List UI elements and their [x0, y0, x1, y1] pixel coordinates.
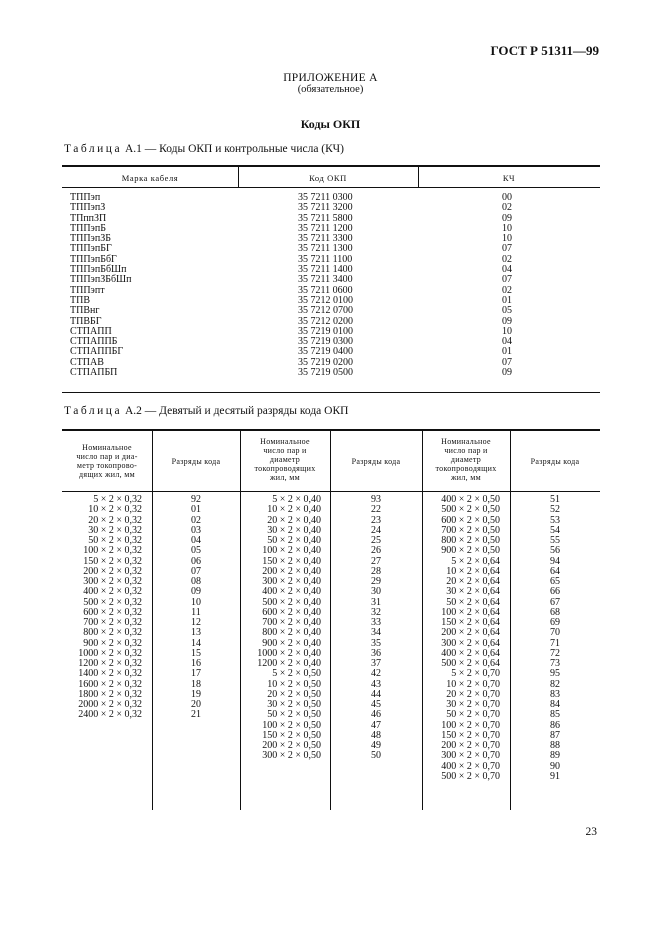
- code-cell: 28: [371, 565, 381, 577]
- size-cell: 20 × 2 × 0,64: [446, 576, 500, 587]
- code-cell: 30: [371, 586, 381, 598]
- size-cell: 150 × 2 × 0,70: [441, 729, 500, 741]
- kch-cell: 01: [502, 294, 512, 306]
- cable-brand-cell: СТПАППБ: [70, 336, 118, 348]
- table1-col-brand: [70, 193, 131, 378]
- table2-header-size-3: [422, 437, 510, 482]
- code-cell: 03: [191, 524, 201, 536]
- table2-caption: [64, 405, 348, 417]
- code-cell: 18: [191, 678, 201, 690]
- page-number: 23: [585, 826, 597, 838]
- code-cell: 70: [550, 627, 560, 639]
- table1-header-kch: КЧ: [502, 173, 516, 183]
- code-cell: 09: [191, 586, 201, 598]
- okp-code-cell: 35 7211 1100: [298, 253, 353, 265]
- size-cell: 100 × 2 × 0,64: [441, 606, 500, 618]
- size-cell: 30 × 2 × 0,40: [267, 524, 321, 536]
- size-cell: 150 × 2 × 0,50: [262, 729, 321, 741]
- okp-code-cell: 35 7219 0200: [298, 356, 353, 368]
- code-cell: 23: [371, 514, 381, 526]
- size-cell: 200 × 2 × 0,64: [441, 627, 500, 639]
- code-cell: 64: [550, 565, 560, 577]
- header-line: метр токопрово-: [76, 461, 138, 470]
- size-cell: 500 × 2 × 0,40: [262, 596, 321, 608]
- size-cell: 700 × 2 × 0,50: [441, 524, 500, 536]
- cable-brand-cell: ТППэпБбШп: [70, 264, 127, 276]
- section-title: Коды ОКП: [300, 117, 361, 131]
- code-cell: 05: [191, 545, 201, 557]
- table2-group2-sizes: [240, 495, 321, 762]
- kch-cell: 04: [502, 336, 512, 348]
- code-cell: 07: [191, 565, 201, 577]
- code-cell: 37: [371, 658, 381, 669]
- code-cell: 44: [371, 688, 381, 700]
- table2-group3-codes: [510, 495, 600, 782]
- header-line: дящих жил, мм: [78, 470, 136, 479]
- size-cell: 20 × 2 × 0,50: [267, 688, 321, 700]
- code-cell: 01: [191, 504, 201, 516]
- code-cell: 04: [191, 535, 201, 546]
- code-cell: 84: [550, 699, 560, 710]
- size-cell: 800 × 2 × 0,32: [83, 627, 142, 639]
- size-cell: 50 × 2 × 0,50: [267, 709, 321, 721]
- size-cell: 1000 × 2 × 0,40: [257, 647, 321, 659]
- size-cell: 10 × 2 × 0,70: [446, 678, 500, 690]
- appendix-note: (обязательное): [297, 84, 364, 95]
- kch-cell: 10: [502, 325, 512, 337]
- code-cell: 73: [550, 658, 560, 669]
- size-cell: 20 × 2 × 0,70: [446, 688, 500, 700]
- table2-header-size-2: [240, 437, 330, 482]
- code-cell: 56: [550, 545, 560, 557]
- code-cell: 29: [371, 576, 381, 587]
- table2-header-code-3: Разряды кода: [530, 457, 580, 466]
- code-cell: 34: [371, 627, 381, 639]
- cable-brand-cell: СТПАПБП: [70, 367, 118, 379]
- code-cell: 52: [550, 504, 560, 516]
- cable-brand-cell: СТПАППБГ: [70, 346, 124, 358]
- code-cell: 42: [371, 668, 381, 680]
- okp-code-cell: 35 7219 0100: [298, 325, 353, 337]
- code-cell: 47: [371, 719, 381, 731]
- code-cell: 24: [371, 524, 381, 536]
- code-cell: 67: [550, 596, 560, 608]
- cable-brand-cell: СТПАВ: [70, 356, 104, 368]
- table2-group2-codes: [330, 495, 422, 762]
- size-cell: 400 × 2 × 0,70: [441, 760, 500, 772]
- table2-group3-sizes: [422, 495, 500, 782]
- kch-cell: 00: [502, 192, 512, 203]
- header-line: диаметр: [269, 455, 301, 464]
- okp-code-cell: 35 7211 3400: [298, 274, 353, 286]
- size-cell: 400 × 2 × 0,32: [83, 586, 142, 598]
- header-line: число пар и: [263, 446, 307, 455]
- size-cell: 150 × 2 × 0,64: [441, 617, 500, 628]
- code-cell: 35: [371, 637, 381, 649]
- appendix-title: ПРИЛОЖЕНИЕ А: [283, 72, 378, 84]
- size-cell: 200 × 2 × 0,40: [262, 565, 321, 577]
- size-cell: 30 × 2 × 0,50: [267, 699, 321, 710]
- okp-code-cell: 35 7212 0200: [298, 315, 353, 327]
- size-cell: 200 × 2 × 0,32: [83, 565, 142, 577]
- size-cell: 1800 × 2 × 0,32: [78, 688, 142, 700]
- size-cell: 20 × 2 × 0,40: [267, 514, 321, 526]
- size-cell: 50 × 2 × 0,32: [88, 535, 142, 546]
- size-cell: 50 × 2 × 0,64: [446, 596, 500, 608]
- code-cell: 82: [550, 678, 560, 690]
- size-cell: 100 × 2 × 0,40: [262, 545, 321, 557]
- code-cell: 15: [191, 647, 201, 659]
- code-cell: 91: [550, 770, 560, 782]
- okp-code-cell: 35 7211 3300: [298, 233, 353, 245]
- okp-code-cell: 35 7212 0100: [298, 294, 353, 306]
- size-cell: 200 × 2 × 0,70: [441, 740, 500, 751]
- code-cell: 13: [191, 627, 201, 639]
- table2-caption-text: А.2 — Девятый и десятый разряды кода ОКП: [124, 405, 349, 417]
- size-cell: 400 × 2 × 0,40: [262, 586, 321, 598]
- kch-cell: 09: [502, 367, 512, 379]
- cable-brand-cell: ТПппЗП: [70, 212, 107, 224]
- size-cell: 800 × 2 × 0,50: [441, 535, 500, 546]
- okp-code-cell: 35 7219 0300: [298, 336, 353, 348]
- cable-brand-cell: ТППэпЗ: [70, 202, 106, 214]
- code-cell: 50: [371, 750, 381, 762]
- size-cell: 800 × 2 × 0,40: [262, 627, 321, 639]
- okp-code-cell: 35 7211 3200: [298, 202, 353, 214]
- code-cell: 32: [371, 606, 381, 618]
- code-cell: 46: [371, 709, 381, 721]
- table2-header-code-2: Разряды кода: [351, 457, 401, 466]
- code-cell: 54: [550, 524, 560, 536]
- code-cell: 08: [191, 576, 201, 587]
- header-line: диаметр: [450, 455, 482, 464]
- kch-cell: 10: [502, 233, 512, 245]
- kch-cell: 07: [502, 274, 512, 286]
- header-line: жил, мм: [450, 473, 482, 482]
- header-line: токопроводящих: [435, 464, 497, 473]
- size-cell: 30 × 2 × 0,64: [446, 586, 500, 598]
- code-cell: 14: [191, 637, 201, 649]
- header-line: Номинальное: [82, 443, 132, 452]
- code-cell: 11: [191, 606, 201, 618]
- size-cell: 5 × 2 × 0,32: [93, 494, 142, 505]
- cable-brand-cell: ТППэпЗБ: [70, 233, 111, 245]
- code-cell: 88: [550, 740, 560, 751]
- size-cell: 900 × 2 × 0,40: [262, 637, 321, 649]
- cable-brand-cell: ТПВ: [70, 294, 90, 306]
- table2-caption-prefix: Таблица: [64, 405, 123, 417]
- size-cell: 2400 × 2 × 0,32: [78, 709, 142, 721]
- size-cell: 900 × 2 × 0,50: [441, 545, 500, 557]
- code-cell: 66: [550, 586, 560, 598]
- kch-cell: 02: [502, 202, 512, 214]
- code-cell: 53: [550, 514, 560, 526]
- okp-code-cell: 35 7211 1400: [298, 264, 353, 276]
- size-cell: 1200 × 2 × 0,40: [257, 658, 321, 669]
- code-cell: 90: [550, 760, 560, 772]
- table-a2: [62, 429, 600, 810]
- cable-brand-cell: ТППэпБбГ: [70, 253, 117, 265]
- header-line: число пар и: [444, 446, 488, 455]
- table1-caption-prefix: Таблица: [64, 143, 123, 155]
- code-cell: 43: [371, 678, 381, 690]
- size-cell: 600 × 2 × 0,40: [262, 606, 321, 618]
- size-cell: 5 × 2 × 0,50: [272, 668, 321, 680]
- kch-cell: 10: [502, 222, 512, 234]
- code-cell: 48: [371, 729, 381, 741]
- code-cell: 72: [550, 647, 560, 659]
- size-cell: 500 × 2 × 0,70: [441, 770, 500, 782]
- code-cell: 51: [550, 494, 560, 505]
- size-cell: 5 × 2 × 0,40: [272, 494, 321, 505]
- table2-group1-codes: [152, 495, 240, 721]
- size-cell: 500 × 2 × 0,32: [83, 596, 142, 608]
- size-cell: 30 × 2 × 0,32: [88, 524, 142, 536]
- size-cell: 100 × 2 × 0,50: [262, 719, 321, 731]
- table1-col-kch: [492, 193, 522, 378]
- header-line: Номинальное: [441, 437, 491, 446]
- code-cell: 45: [371, 699, 381, 710]
- code-cell: 89: [550, 750, 560, 762]
- size-cell: 500 × 2 × 0,64: [441, 658, 500, 669]
- code-cell: 16: [191, 658, 201, 669]
- size-cell: 300 × 2 × 0,32: [83, 576, 142, 587]
- okp-code-cell: 35 7211 5800: [298, 212, 353, 224]
- size-cell: 400 × 2 × 0,50: [441, 494, 500, 505]
- table-a1: [62, 165, 600, 393]
- code-cell: 95: [550, 668, 560, 680]
- cable-brand-cell: ТППэп: [70, 192, 101, 203]
- okp-code-cell: 35 7219 0400: [298, 346, 353, 358]
- code-cell: 55: [550, 535, 560, 546]
- size-cell: 20 × 2 × 0,32: [88, 514, 142, 526]
- size-cell: 300 × 2 × 0,64: [441, 637, 500, 649]
- size-cell: 10 × 2 × 0,50: [267, 678, 321, 690]
- header-line: жил, мм: [269, 473, 301, 482]
- kch-cell: 02: [502, 284, 512, 296]
- code-cell: 65: [550, 576, 560, 587]
- code-cell: 26: [371, 545, 381, 557]
- header-line: число пар и диа-: [76, 452, 138, 461]
- kch-cell: 09: [502, 212, 512, 224]
- cable-brand-cell: СТПАПП: [70, 325, 112, 337]
- size-cell: 500 × 2 × 0,50: [441, 504, 500, 516]
- cable-brand-cell: ТППэпт: [70, 284, 105, 296]
- code-cell: 86: [550, 719, 560, 731]
- code-cell: 68: [550, 606, 560, 618]
- header-line: Номинальное: [260, 437, 310, 446]
- size-cell: 1000 × 2 × 0,32: [78, 647, 142, 659]
- size-cell: 5 × 2 × 0,70: [451, 668, 500, 680]
- size-cell: 10 × 2 × 0,32: [88, 504, 142, 516]
- kch-cell: 04: [502, 264, 512, 276]
- table2-header-size-1: [62, 443, 152, 479]
- table1-header-brand: Марка кабеля: [121, 173, 179, 183]
- okp-code-cell: 35 7212 0700: [298, 305, 353, 317]
- code-cell: 71: [550, 637, 560, 649]
- code-cell: 69: [550, 617, 560, 628]
- code-cell: 17: [191, 668, 201, 680]
- size-cell: 300 × 2 × 0,40: [262, 576, 321, 587]
- code-cell: 92: [191, 494, 201, 505]
- kch-cell: 05: [502, 305, 512, 317]
- okp-code-cell: 35 7211 0600: [298, 284, 353, 296]
- code-cell: 36: [371, 647, 381, 659]
- size-cell: 100 × 2 × 0,32: [83, 545, 142, 557]
- code-cell: 49: [371, 740, 381, 751]
- cable-brand-cell: ТПВнг: [70, 305, 100, 317]
- code-cell: 85: [550, 709, 560, 721]
- okp-code-cell: 35 7211 0300: [298, 192, 353, 203]
- table1-caption: [64, 143, 344, 155]
- size-cell: 200 × 2 × 0,50: [262, 740, 321, 751]
- kch-cell: 01: [502, 346, 512, 358]
- okp-code-cell: 35 7211 1200: [298, 222, 353, 234]
- table2-header-code-1: Разряды кода: [171, 457, 221, 466]
- size-cell: 300 × 2 × 0,70: [441, 750, 500, 762]
- code-cell: 10: [191, 596, 201, 608]
- kch-cell: 07: [502, 243, 512, 255]
- size-cell: 400 × 2 × 0,64: [441, 647, 500, 659]
- cable-brand-cell: ТППэпЗБбШп: [70, 274, 132, 286]
- cable-brand-cell: ТППэпБГ: [70, 243, 112, 255]
- okp-code-cell: 35 7211 1300: [298, 243, 353, 255]
- size-cell: 1200 × 2 × 0,32: [78, 658, 142, 669]
- header-line: токопроводящих: [254, 464, 316, 473]
- cable-brand-cell: ТПВБГ: [70, 315, 102, 327]
- size-cell: 30 × 2 × 0,70: [446, 699, 500, 710]
- size-cell: 900 × 2 × 0,32: [83, 637, 142, 649]
- size-cell: 5 × 2 × 0,64: [451, 555, 500, 567]
- size-cell: 10 × 2 × 0,40: [267, 504, 321, 516]
- table2-group1-sizes: [62, 495, 142, 721]
- code-cell: 25: [371, 535, 381, 546]
- code-cell: 87: [550, 729, 560, 741]
- code-cell: 22: [371, 504, 381, 516]
- size-cell: 1400 × 2 × 0,32: [78, 668, 142, 680]
- size-cell: 150 × 2 × 0,40: [262, 555, 321, 567]
- code-cell: 94: [550, 555, 560, 567]
- kch-cell: 07: [502, 356, 512, 368]
- size-cell: 50 × 2 × 0,40: [267, 535, 321, 546]
- size-cell: 600 × 2 × 0,50: [441, 514, 500, 526]
- code-cell: 27: [371, 555, 381, 567]
- cable-brand-cell: ТППэпБ: [70, 222, 106, 234]
- code-cell: 12: [191, 617, 201, 628]
- size-cell: 700 × 2 × 0,40: [262, 617, 321, 628]
- size-cell: 700 × 2 × 0,32: [83, 617, 142, 628]
- standard-number: ГОСТ Р 51311—99: [490, 43, 599, 58]
- code-cell: 21: [191, 709, 201, 721]
- table1-header-code: Код ОКП: [309, 173, 347, 183]
- code-cell: 83: [550, 688, 560, 700]
- size-cell: 300 × 2 × 0,50: [262, 750, 321, 762]
- code-cell: 31: [371, 596, 381, 608]
- size-cell: 2000 × 2 × 0,32: [78, 699, 142, 710]
- size-cell: 100 × 2 × 0,70: [441, 719, 500, 731]
- table1-caption-text: А.1 — Коды ОКП и контрольные числа (КЧ): [124, 143, 344, 155]
- code-cell: 19: [191, 688, 201, 700]
- code-cell: 33: [371, 617, 381, 628]
- size-cell: 10 × 2 × 0,64: [446, 565, 500, 577]
- size-cell: 1600 × 2 × 0,32: [78, 678, 142, 690]
- table1-col-code: [298, 193, 353, 378]
- code-cell: 06: [191, 555, 201, 567]
- size-cell: 600 × 2 × 0,32: [83, 606, 142, 618]
- code-cell: 02: [191, 514, 201, 526]
- kch-cell: 09: [502, 315, 512, 327]
- size-cell: 150 × 2 × 0,32: [83, 555, 142, 567]
- code-cell: 93: [371, 494, 381, 505]
- size-cell: 50 × 2 × 0,70: [446, 709, 500, 721]
- code-cell: 20: [191, 699, 201, 710]
- okp-code-cell: 35 7219 0500: [298, 367, 353, 379]
- kch-cell: 02: [502, 253, 512, 265]
